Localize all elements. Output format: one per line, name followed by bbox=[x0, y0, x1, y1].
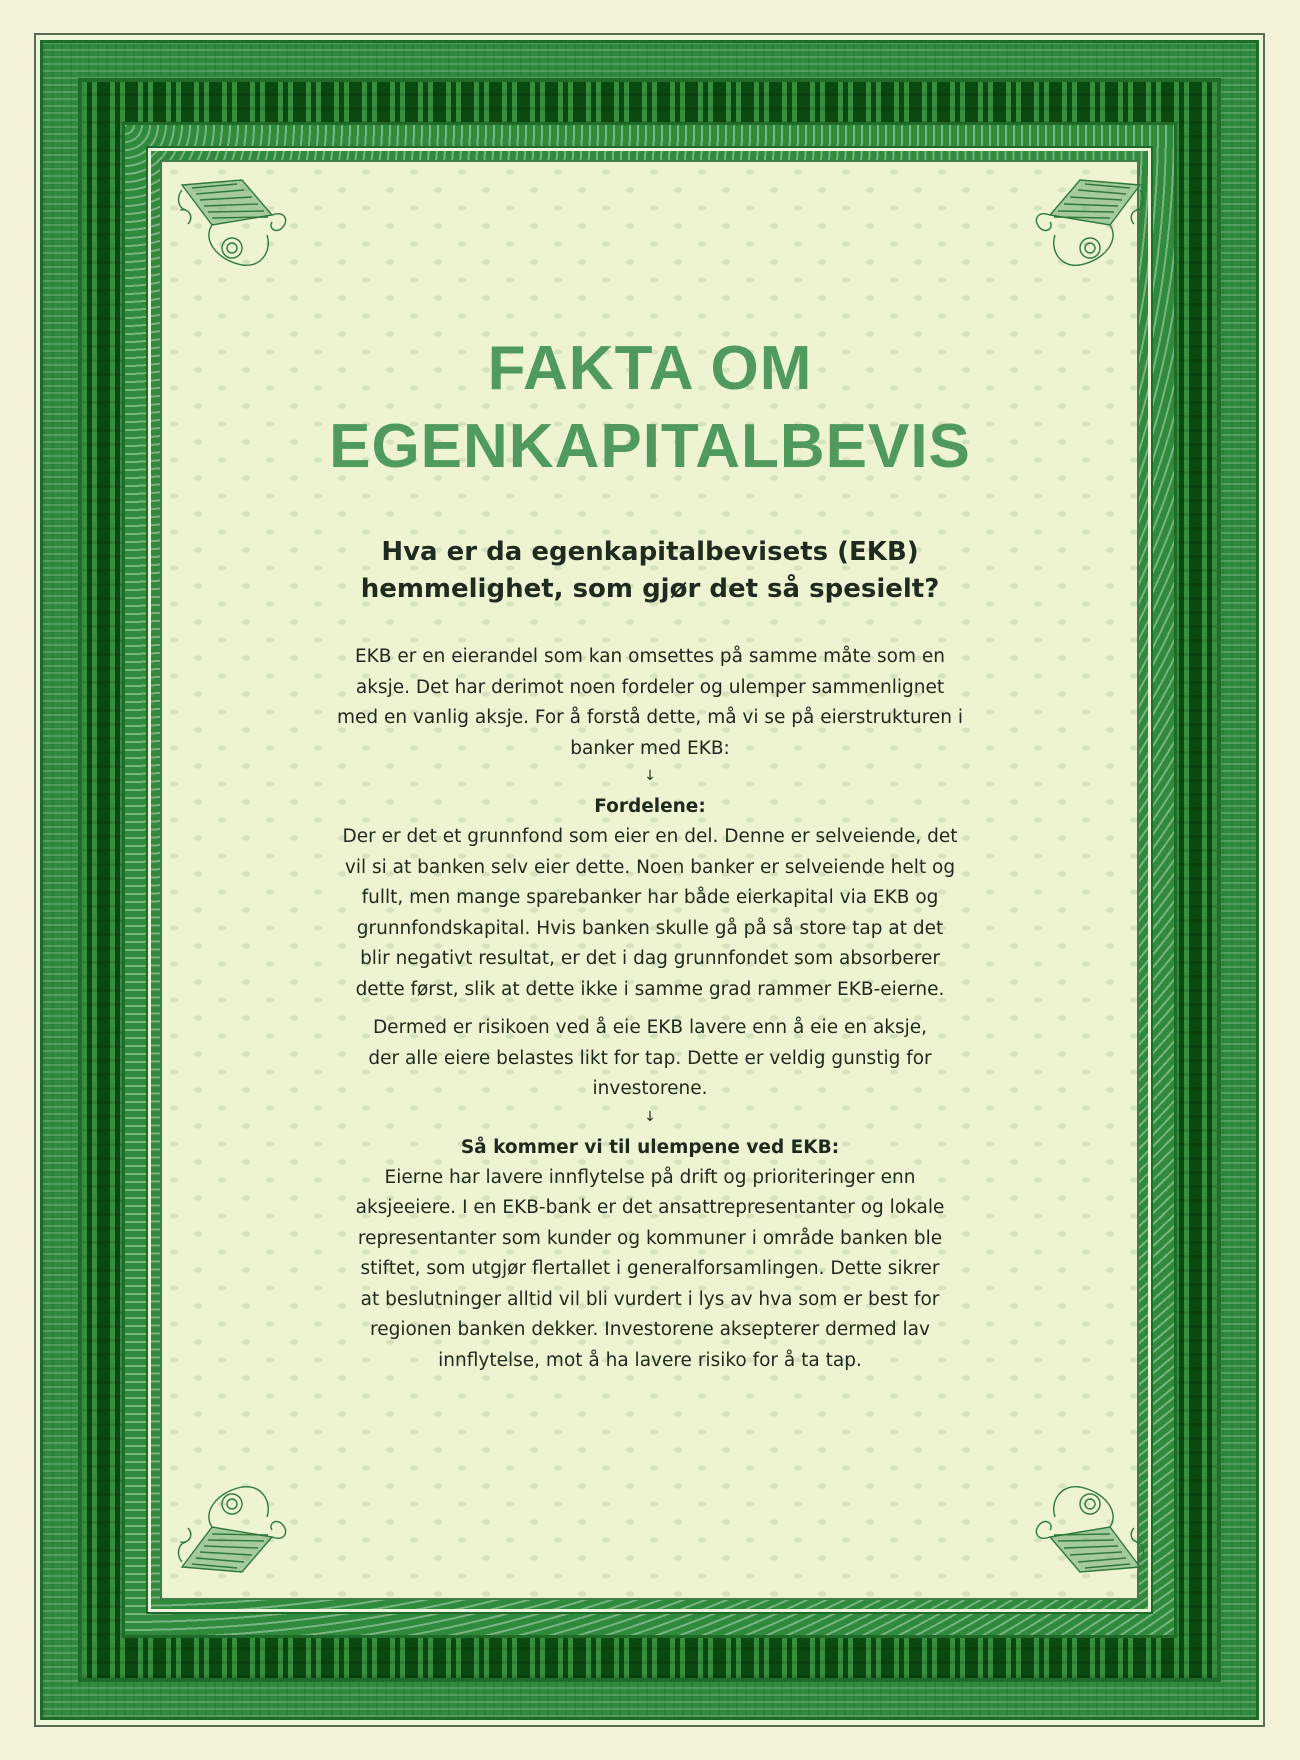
page-title bbox=[240, 330, 1060, 486]
subtitle-line: Hva er da egenkapitalbevisets (EKB) bbox=[381, 537, 919, 567]
pros-paragraph bbox=[300, 822, 1000, 1005]
text-line: fullt, men mange sparebanker har både eierkapital via EKB og bbox=[361, 887, 939, 908]
text-line: aksje. Det har derimot noen fordeler og ulemper sammenlignet bbox=[355, 676, 945, 698]
corner-ornament-icon bbox=[172, 1472, 292, 1582]
cons-paragraph bbox=[300, 1163, 1000, 1377]
corner-ornament-icon bbox=[1030, 170, 1150, 280]
subtitle-line: hemmelighet, som gjør det så spesielt? bbox=[360, 574, 940, 604]
title-line: FAKTA OM bbox=[487, 334, 813, 403]
title-line: EGENKAPITALBEVIS bbox=[329, 412, 971, 481]
down-arrow-icon: ↓ bbox=[644, 1108, 656, 1125]
text-line: innflytelse, mot å ha lavere risiko for å ta tap. bbox=[438, 1349, 862, 1371]
pros-heading: Fordelene: bbox=[594, 796, 706, 817]
text-line: EKB er en eierandel som kan omsettes på samme måte som en bbox=[354, 646, 945, 667]
text-line: at beslutninger alltid vil bli vurdert i lys av hva som er best for bbox=[360, 1288, 940, 1310]
corner-ornament-icon bbox=[172, 170, 292, 280]
subtitle bbox=[300, 534, 1000, 608]
text-line: stiftet, som utgjør flertallet i generalforsamlingen. Dette sikrer bbox=[360, 1258, 940, 1279]
document-body bbox=[300, 330, 1000, 1376]
text-line: med en vanlig aksje. For å forstå dette, må vi se på eierstrukturen i bbox=[336, 707, 964, 728]
text-line: blir negativt resultat, er det i dag grunnfondet som absorberer bbox=[360, 948, 940, 969]
text-line: aksjeeiere. I en EKB-bank er det ansattrepresentanter og lokale bbox=[355, 1197, 945, 1218]
pros-paragraph-2 bbox=[300, 1013, 1000, 1105]
cons-heading: Så kommer vi til ulempene ved EKB: bbox=[460, 1136, 840, 1158]
text-line: dette først, slik at dette ikke i samme grad rammer EKB-eierne. bbox=[355, 978, 945, 1000]
text-line: Eierne har lavere innflytelse på drift og prioriteringer enn bbox=[384, 1166, 916, 1188]
text-line: vil si at banken selv eier dette. Noen banker er selveiende helt og bbox=[344, 856, 956, 878]
text-line: investorene. bbox=[592, 1078, 708, 1099]
text-line: grunnfondskapital. Hvis banken skulle gå på så store tap at det bbox=[356, 917, 944, 939]
text-line: Der er det et grunnfond som eier en del. Denne er selveiende, det bbox=[342, 826, 958, 847]
down-arrow-icon: ↓ bbox=[644, 768, 656, 784]
text-line: der alle eiere belastes likt for tap. Dette er veldig gunstig for bbox=[368, 1047, 932, 1069]
text-line: representanter som kunder og kommuner i område banken ble bbox=[357, 1227, 943, 1249]
intro-paragraph bbox=[300, 642, 1000, 764]
text-line: regionen banken dekker. Investorene aksepterer dermed lav bbox=[370, 1319, 930, 1340]
text-line: Dermed er risikoen ved å eie EKB lavere enn å eie en aksje, bbox=[372, 1017, 928, 1038]
corner-ornament-icon bbox=[1030, 1472, 1150, 1582]
text-line: banker med EKB: bbox=[570, 737, 730, 759]
